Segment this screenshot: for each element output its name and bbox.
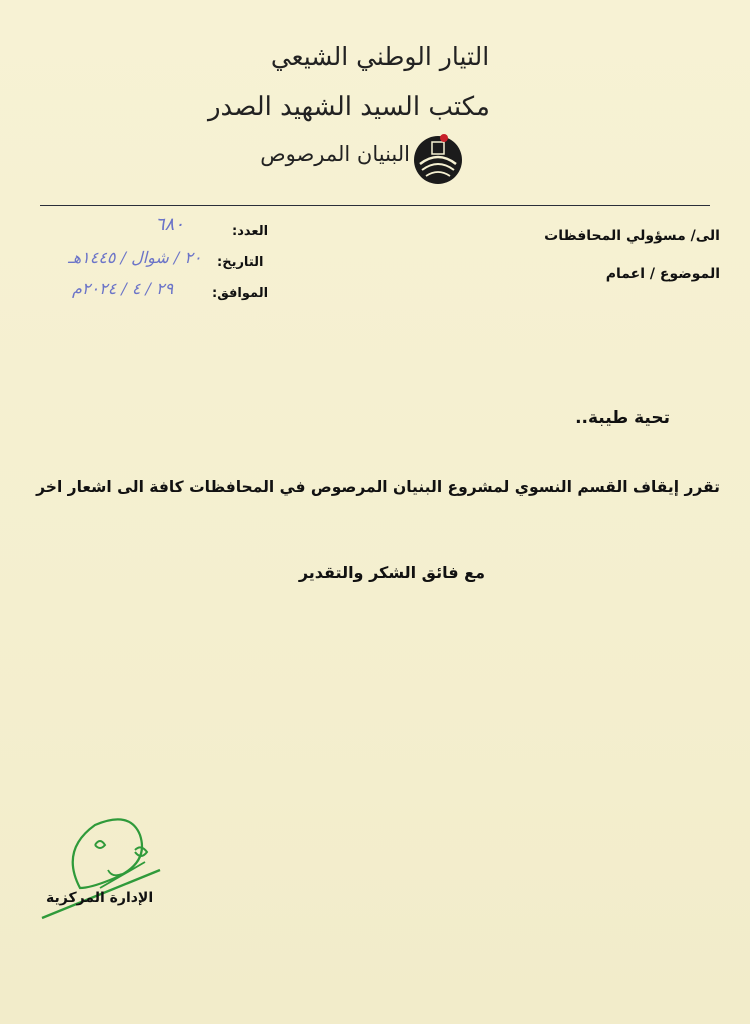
corresponding-value: ٢٩ / ٤ / ٢٠٢٤م (72, 279, 174, 298)
letterhead-office-name: مكتب السيد الشهيد الصدر (207, 92, 490, 122)
recipient-line: الى/ مسؤولي المحافظات (544, 228, 720, 244)
header-divider (40, 205, 710, 206)
greeting: تحية طيبة.. (575, 408, 670, 428)
signatory-department: الإدارة المركزية (46, 890, 154, 906)
subject-line: الموضوع / اعمام (605, 266, 720, 282)
letterhead-movement-name: التيار الوطني الشيعي (270, 42, 490, 71)
number-label: العدد: (232, 224, 269, 239)
date-label: التاريخ: (217, 255, 264, 270)
emblem-icon (410, 130, 466, 186)
corresponding-label: الموافق: (212, 286, 269, 301)
letter-content: تقرر إيقاف القسم النسوي لمشروع البنيان المرصوص في المحافظات كافة الى اشعار اخر (36, 478, 720, 496)
date-value: ٢٠ / شوال / ١٤٤٥هـ (68, 248, 202, 267)
closing-line: مع فائق الشكر والتقدير (298, 563, 485, 582)
letterhead (207, 30, 510, 190)
letterhead-project-name: البنيان المرصوص (260, 142, 410, 166)
number-value: ٦٨٠ (155, 214, 185, 235)
